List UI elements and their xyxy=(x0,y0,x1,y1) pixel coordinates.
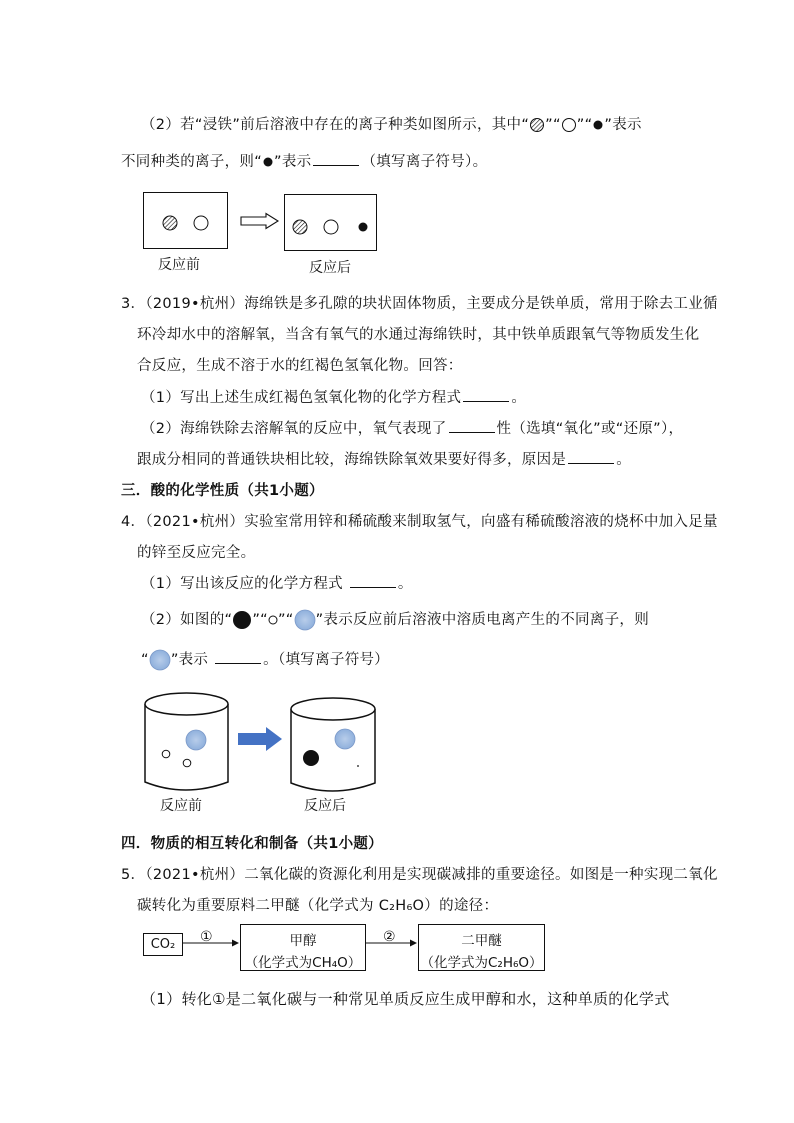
section-4-title: 四．物质的相互转化和制备（共1小题） xyxy=(121,836,383,852)
q2-text: （2）若“浸铁”前后溶液中存在的离子种类如图所示，其中“ xyxy=(141,117,530,133)
q5-line1: 5．（2021•杭州）二氧化碳的资源化利用是实现碳减排的重要途径。如图是一种实现二氧化 xyxy=(121,867,718,883)
flow-arrow-2-icon xyxy=(365,938,419,948)
q4-sep: ”“ xyxy=(277,612,294,628)
q4-text: 。（填写离子符号） xyxy=(263,652,390,668)
hatched-ion-icon xyxy=(293,220,307,234)
q3-sub2-line2 xyxy=(137,448,631,469)
beaker-before-icon xyxy=(140,690,240,796)
q3-text: 。 xyxy=(616,452,632,468)
q3-sub1 xyxy=(141,386,526,407)
black-ion-icon xyxy=(232,610,252,630)
q3-line3: 合反应，生成不溶于水的红褐色氢氧化物。回答： xyxy=(137,358,463,374)
q3-text: 。 xyxy=(511,390,527,406)
q4-text: ”表示 xyxy=(170,652,214,668)
hatched-ion-icon xyxy=(163,216,177,230)
q4-text: （1）写出该反应的化学方程式 xyxy=(141,576,348,592)
answer-blank[interactable] xyxy=(463,389,509,402)
q3-text: （1）写出上述生成红褐色氢氧化物的化学方程式 xyxy=(141,390,462,406)
q4-label-after: 反应后 xyxy=(304,798,346,814)
answer-blank[interactable] xyxy=(568,451,614,464)
dimethyl-ether-title: 二甲醚 xyxy=(461,933,502,949)
blue-ion-icon xyxy=(186,730,206,750)
q3-text: 性（选填“氧化”或“还原”）， xyxy=(496,421,684,437)
q4-sub2 xyxy=(141,608,649,631)
answer-blank[interactable] xyxy=(215,651,261,664)
q4-line1: 4．（2021•杭州）实验室常用锌和稀硫酸来制取氢气，向盛有稀硫酸溶液的烧杯中加入足量 xyxy=(121,514,718,530)
black-ion-icon xyxy=(303,750,319,766)
small-open-ion-icon xyxy=(183,759,191,767)
q2-sub2-line1 xyxy=(141,113,642,134)
q4-line2: 的锌至反应完全。 xyxy=(137,545,256,561)
small-open-ion-icon xyxy=(162,750,170,758)
answer-blank[interactable] xyxy=(350,575,396,588)
section-3-title: 三．酸的化学性质（共1小题） xyxy=(121,483,324,499)
q2-sub2-line2 xyxy=(121,150,487,171)
q4-sep: ”“ xyxy=(252,612,268,628)
dimethyl-ether-box xyxy=(418,924,545,971)
q5-sub1: （1）转化①是二氧化碳与一种常见单质反应生成甲醇和水，这种单质的化学式 xyxy=(141,990,670,1008)
hatched-ion-icon xyxy=(529,117,545,133)
blue-ion-icon xyxy=(149,649,171,671)
after-reaction-box xyxy=(284,194,377,251)
step-2-label: ② xyxy=(383,929,396,945)
blue-ion-icon xyxy=(335,729,355,749)
tiny-dot-icon xyxy=(357,765,359,767)
q2-sep: ”“ xyxy=(576,117,593,133)
q4-sub1 xyxy=(141,572,413,593)
q2-text: ”表示 xyxy=(604,117,642,133)
co2-box: CO₂ xyxy=(143,933,183,956)
q3-text: （2）海绵铁除去溶解氧的反应中，氧气表现了 xyxy=(141,421,447,437)
q2-sep: ”“ xyxy=(545,117,561,133)
q4-label-before: 反应前 xyxy=(160,798,202,814)
q5-line2: 碳转化为重要原料二甲醚（化学式为 C₂H₆O）的途径： xyxy=(137,898,499,914)
q4-text: 。 xyxy=(397,576,413,592)
q2-text: 不同种类的离子，则“ xyxy=(121,154,263,170)
answer-blank[interactable] xyxy=(449,420,495,433)
reaction-arrow-icon xyxy=(240,213,280,229)
label-after: 反应后 xyxy=(309,260,351,276)
q4-text: ”表示反应前后溶液中溶质电离产生的不同离子，则 xyxy=(315,612,650,628)
q2-text: （填写离子符号）。 xyxy=(361,154,488,170)
q3-line1: 3．（2019•杭州）海绵铁是多孔隙的块状固体物质，主要成分是铁单质，常用于除去工业循 xyxy=(121,296,718,312)
step-1-label: ① xyxy=(200,929,213,945)
blue-ion-icon xyxy=(294,609,316,631)
small-open-ion-icon xyxy=(268,615,278,625)
q4-text: （2）如图的“ xyxy=(141,612,233,628)
answer-blank[interactable] xyxy=(313,153,359,166)
flow-arrow-1-icon xyxy=(182,938,240,948)
before-reaction-box xyxy=(143,192,228,249)
q4-text: “ xyxy=(141,652,149,668)
q3-sub2 xyxy=(141,417,683,438)
methanol-formula: （化学式为CH₄O） xyxy=(244,955,362,971)
q4-sub2-line2 xyxy=(141,648,389,671)
solid-dot-ion-icon xyxy=(262,156,274,168)
q3-text: 跟成分相同的普通铁块相比较，海绵铁除氧效果要好得多，原因是 xyxy=(137,452,567,468)
open-circle-ion-icon xyxy=(561,117,577,133)
methanol-title: 甲醇 xyxy=(289,933,317,949)
label-before: 反应前 xyxy=(158,257,200,273)
beaker-after-icon xyxy=(288,695,382,797)
solid-dot-ion-icon xyxy=(359,223,368,232)
q2-text: ”表示 xyxy=(274,154,312,170)
open-circle-ion-icon xyxy=(194,216,208,230)
blue-reaction-arrow-icon xyxy=(238,727,284,751)
solid-dot-ion-icon xyxy=(592,119,604,131)
q3-line2: 环冷却水中的溶解氧，当含有氧气的水通过海绵铁时，其中铁单质跟氧气等物质发生化 xyxy=(137,327,700,343)
methanol-box xyxy=(240,924,366,971)
open-circle-ion-icon xyxy=(324,220,338,234)
dimethyl-ether-formula: （化学式为C₂H₆O） xyxy=(420,955,543,971)
